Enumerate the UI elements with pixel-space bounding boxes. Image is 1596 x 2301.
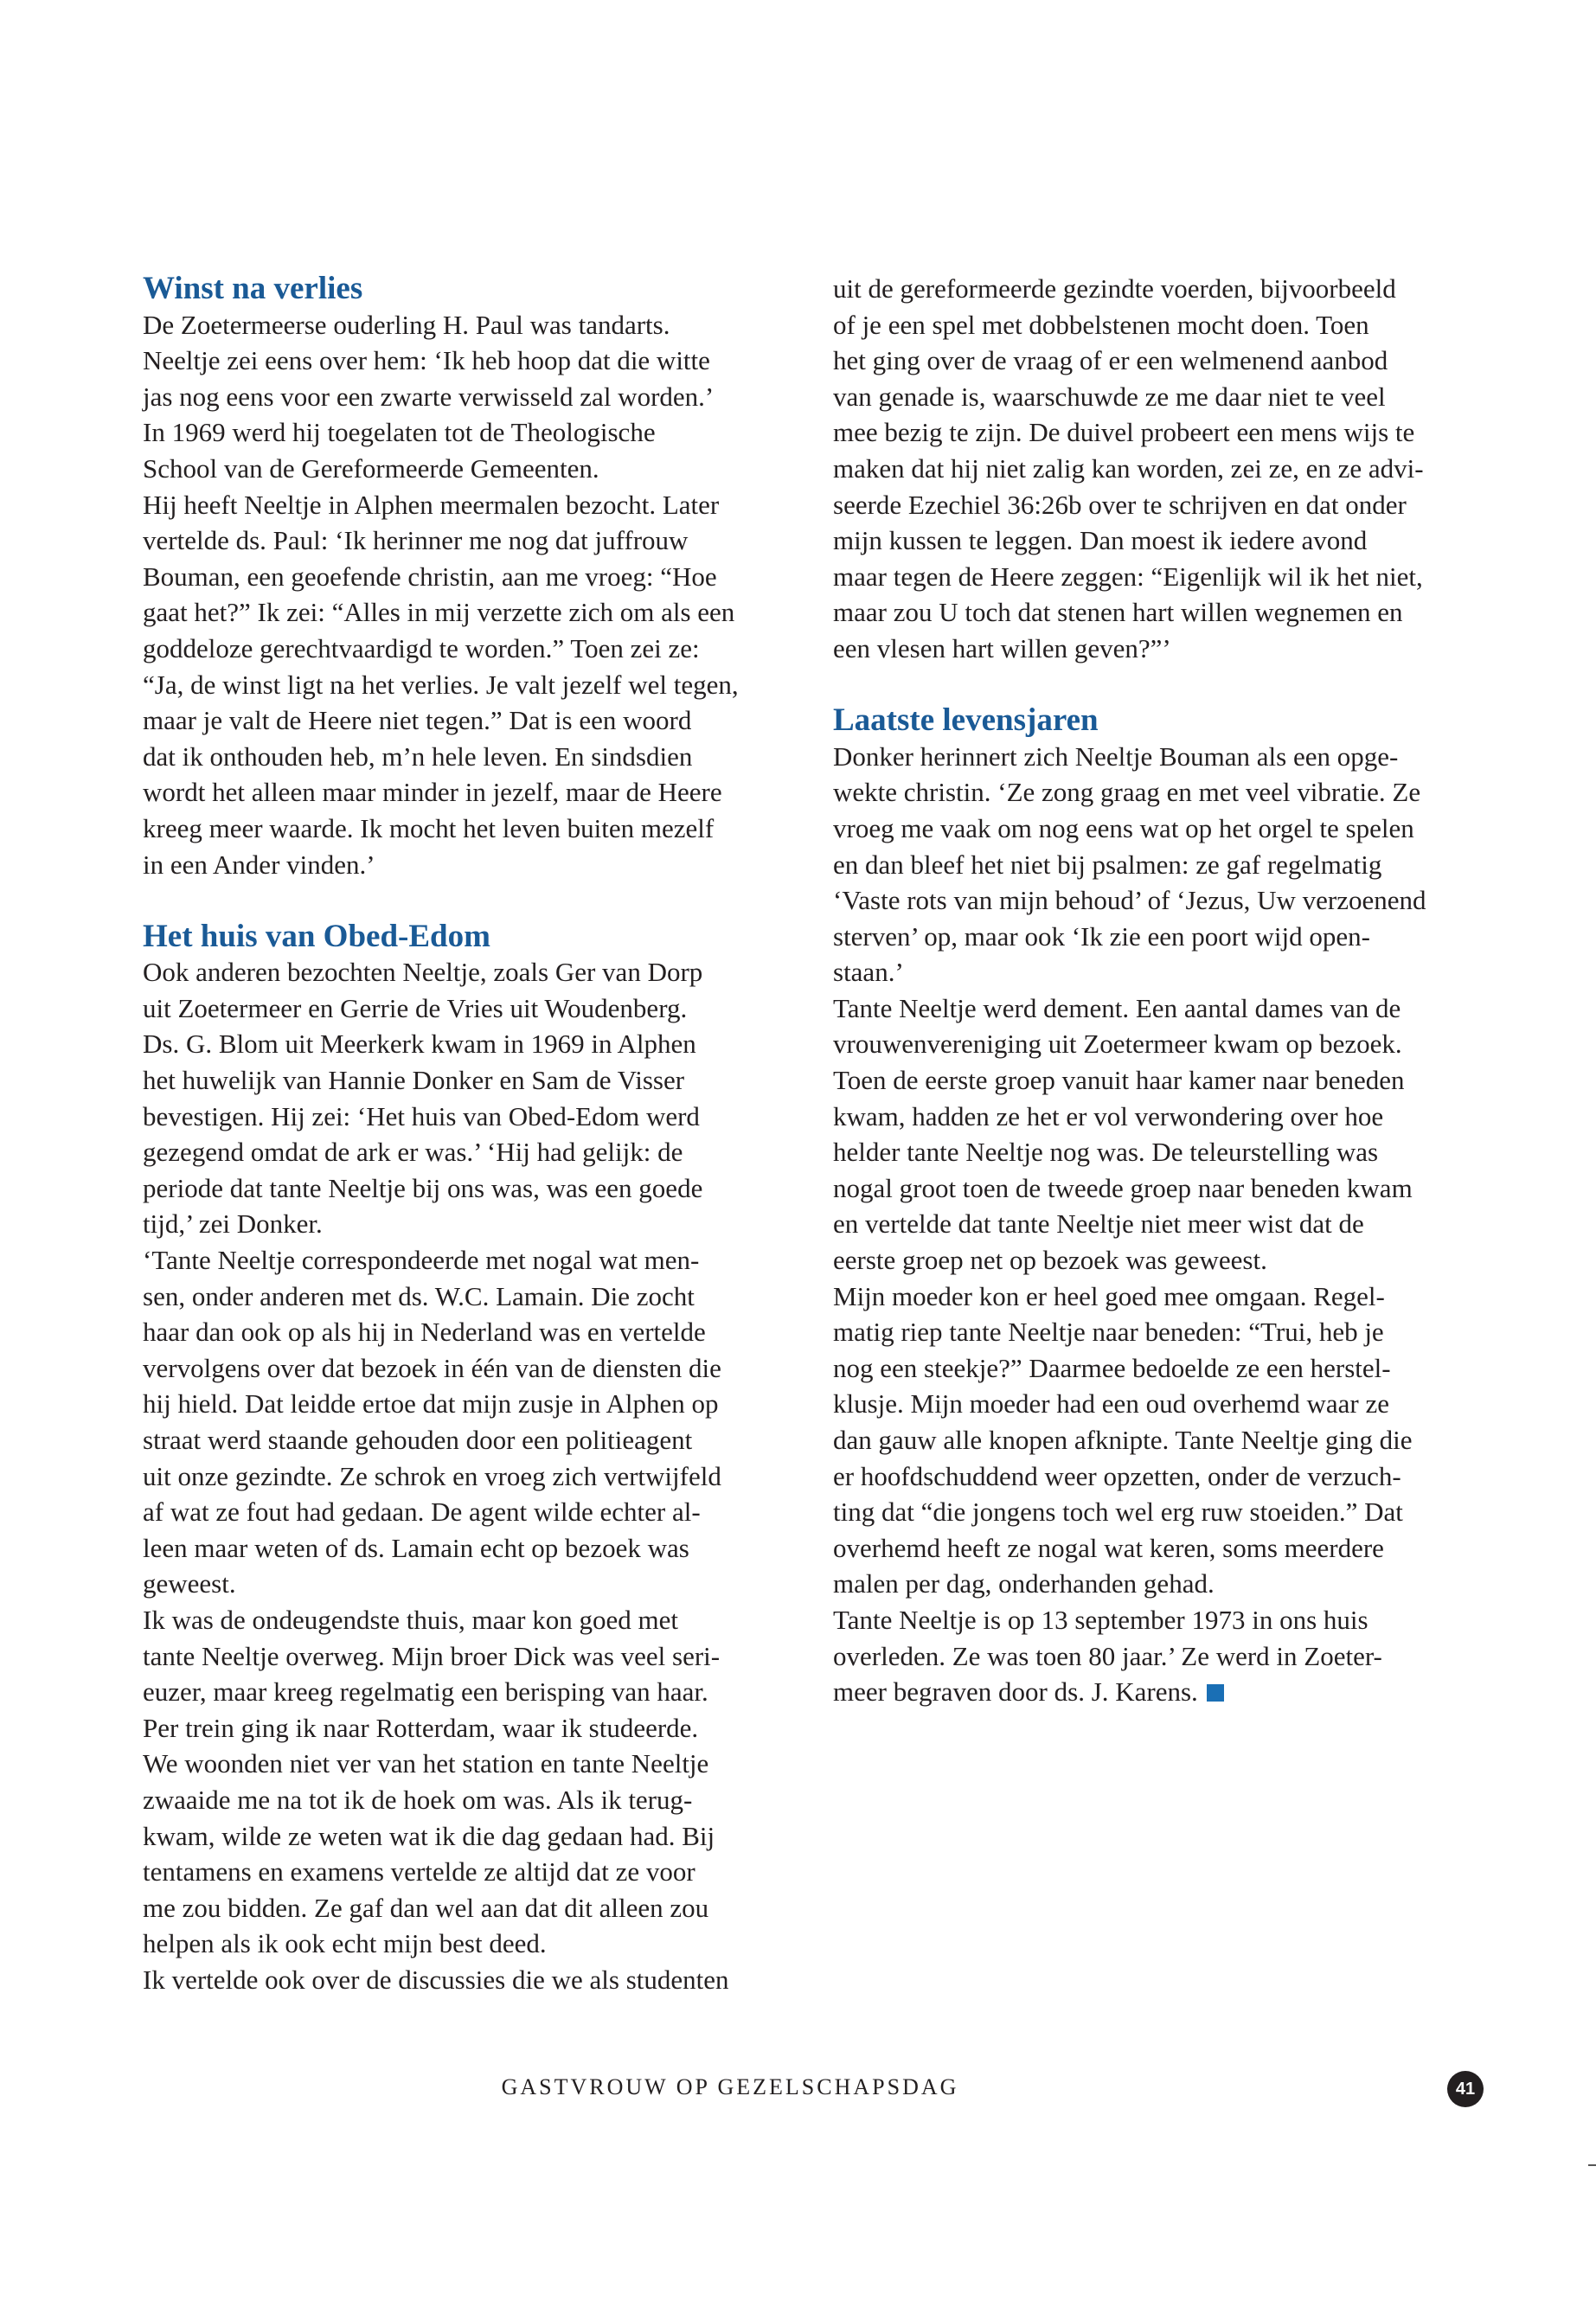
text-line-content: kreeg meer waarde. Ik mocht het leven buiten mezelf (143, 812, 715, 843)
text-line (833, 1674, 1499, 1710)
text-line-content: leen maar weten of ds. Lamain echt op bezoek was (143, 1532, 689, 1563)
text-line (833, 1422, 1499, 1458)
text-line-content: seerde Ezechiel 36:26b over te schrijven en dat onder (833, 489, 1407, 520)
text-line-content: tante Neeltje overweg. Mijn broer Dick was veel seri- (143, 1640, 721, 1671)
text-line-content: er hoofdschuddend weer opzetten, onder de verzuch- (833, 1460, 1401, 1491)
text-line (143, 1782, 809, 1818)
text-line-content: bevestigen. Hij zei: ‘Het huis van Obed-Edom werd (143, 1100, 700, 1131)
text-line (833, 1386, 1499, 1422)
text-line-content: uit Zoetermeer en Gerrie de Vries uit Woudenberg. (143, 992, 688, 1023)
text-line-content: meer begraven door ds. J. Karens. (833, 1676, 1198, 1708)
crop-mark (1588, 2164, 1596, 2166)
text-line-content: maar zou U toch dat stenen hart willen wegnemen en (833, 597, 1403, 628)
text-line (143, 1638, 809, 1675)
text-line (143, 1962, 809, 1998)
text-line (833, 739, 1499, 775)
text-line-content: een vlesen hart willen geven?”’ (833, 632, 1171, 663)
text-line-content: Bouman, een geoefende christin, aan me vroeg: “Hoe (143, 561, 717, 592)
text-line-content: vroeg me vaak om nog eens wat op het orgel te spelen (833, 812, 1414, 843)
text-line-content: tijd,’ zei Donker. (143, 1208, 323, 1240)
text-line-content: wordt het alleen maar minder in jezelf, maar de Heere (143, 777, 722, 808)
text-line (143, 954, 809, 990)
text-line (143, 594, 809, 631)
text-line-content: geweest. (143, 1568, 236, 1599)
text-line-content: Ook anderen bezochten Neeltje, zoals Ger van Dorp (143, 957, 703, 988)
text-line-content: Neeltje zei eens over hem: ‘Ik heb hoop dat die witte (143, 345, 710, 376)
text-line-content: Tante Neeltje is op 13 september 1973 in ons huis (833, 1604, 1368, 1635)
text-line (833, 1062, 1499, 1099)
section-heading: Laatste levensjaren (833, 702, 1099, 739)
text-line-content: me zou bidden. Ze gaf dan wel aan dat dit alleen zou (143, 1892, 709, 1923)
text-line (143, 414, 809, 451)
text-line (143, 487, 809, 523)
section-heading: Winst na verlies (143, 271, 363, 306)
text-line (143, 631, 809, 667)
text-line (143, 1854, 809, 1890)
text-line-content: goddeloze gerechtvaardigd te worden.” Toen zei ze: (143, 632, 700, 663)
text-line (143, 343, 809, 379)
text-line-content: overleden. Ze was toen 80 jaar.’ Ze werd in Zoeter- (833, 1640, 1382, 1671)
text-line-content: Donker herinnert zich Neeltje Bouman als een opge- (833, 740, 1399, 772)
text-line (143, 1062, 809, 1099)
text-line-content: kwam, hadden ze het er vol verwondering over hoe (833, 1100, 1384, 1131)
text-line (833, 487, 1499, 523)
text-line (833, 1099, 1499, 1135)
text-line-content: periode dat tante Neeltje bij ons was, was een goede (143, 1172, 703, 1203)
paragraph-gap (833, 667, 1499, 703)
text-line (143, 1314, 809, 1350)
text-line-content: staan.’ (833, 957, 904, 988)
text-line-content: gezegend omdat de ark er was.’ ‘Hij had gelijk: de (143, 1137, 683, 1168)
text-line (143, 1890, 809, 1926)
text-line (143, 739, 809, 775)
text-line (143, 1026, 809, 1062)
page-number-badge: 41 (1447, 2071, 1484, 2107)
text-line-content: het ging over de vraag of er een welmenend aanbod (833, 345, 1388, 376)
text-line (833, 631, 1499, 667)
text-line (143, 847, 809, 883)
text-line (143, 1602, 809, 1638)
text-line-content: dan gauw alle knopen afknipte. Tante Neeltje ging die (833, 1425, 1413, 1455)
text-line-content: malen per dag, onderhanden gehad. (833, 1568, 1215, 1599)
text-line-content: vertelde ds. Paul: ‘Ik herinner me nog dat juffrouw (143, 525, 689, 556)
text-line (143, 667, 809, 703)
text-line (143, 559, 809, 595)
text-line (833, 307, 1499, 343)
text-line (833, 271, 1499, 307)
text-line (143, 1279, 809, 1315)
running-footer-title: GASTVROUW OP GEZELSCHAPSDAG (501, 2074, 959, 2099)
text-line (833, 774, 1499, 811)
text-line-content: helder tante Neeltje nog was. De teleurstelling was (833, 1137, 1379, 1168)
text-line-content: uit de gereformeerde gezindte voerden, bijvoorbeeld (833, 273, 1396, 304)
text-line-content: Hij heeft Neeltje in Alphen meermalen bezocht. Later (143, 489, 720, 520)
text-line (143, 1422, 809, 1458)
text-line-content: en dan bleef het niet bij psalmen: ze gaf regelmatig (833, 849, 1382, 880)
text-line (143, 1099, 809, 1135)
text-line-content: zwaaide me na tot ik de hoek om was. Als ik terug- (143, 1784, 693, 1815)
text-line-content: mijn kussen te leggen. Dan moest ik iedere avond (833, 525, 1368, 556)
text-line (143, 451, 809, 487)
text-line-content: dat ik onthouden heb, m’n hele leven. En sindsdien (143, 740, 693, 772)
text-line (143, 1134, 809, 1170)
text-line-content: matig riep tante Neeltje naar beneden: “Trui, heb je (833, 1317, 1384, 1348)
text-line (833, 1279, 1499, 1315)
text-line-content: af wat ze fout had gedaan. De agent wilde echter al- (143, 1497, 701, 1528)
text-line (833, 1026, 1499, 1062)
text-line (143, 702, 809, 739)
text-line-content: tentamens en examens vertelde ze altijd dat ze voor (143, 1856, 695, 1888)
text-line-content: van genade is, waarschuwde ze me daar niet te veel (833, 381, 1386, 412)
text-line (833, 1566, 1499, 1602)
section-heading: Het huis van Obed-Edom (143, 918, 490, 954)
text-line-content: in een Ander vinden.’ (143, 849, 375, 880)
text-line (833, 1458, 1499, 1495)
text-line (833, 594, 1499, 631)
text-line-content: Ds. G. Blom uit Meerkerk kwam in 1969 in Alphen (143, 1029, 696, 1060)
text-line (143, 990, 809, 1027)
text-line-content: wekte christin. ‘Ze zong graag en met veel vibratie. Ze (833, 777, 1421, 808)
text-line-content: Ik was de ondeugendste thuis, maar kon goed met (143, 1604, 678, 1635)
text-line-content: kwam, wilde ze weten wat ik die dag gedaan had. Bij (143, 1820, 715, 1851)
text-line-content: nogal groot toen de tweede groep naar beneden kwam (833, 1172, 1413, 1203)
text-line (833, 1242, 1499, 1279)
text-line-content: vervolgens over dat bezoek in één van de diensten die (143, 1352, 721, 1383)
text-line (833, 1134, 1499, 1170)
text-line-content: overhemd heeft ze nogal wat keren, soms meerdere (833, 1532, 1384, 1563)
text-line (143, 1674, 809, 1710)
text-line (143, 1818, 809, 1855)
text-line-content: helpen als ik ook echt mijn best deed. (143, 1928, 547, 1959)
text-line (833, 414, 1499, 451)
text-line-content: Toen de eerste groep vanuit haar kamer naar beneden (833, 1065, 1405, 1096)
left-column (143, 271, 809, 1998)
text-line (143, 1926, 809, 1962)
text-line (143, 307, 809, 343)
text-line (833, 1206, 1499, 1242)
text-line (833, 1350, 1499, 1387)
text-line-content: Mijn moeder kon er heel goed mee omgaan. Regel- (833, 1280, 1385, 1311)
text-line-content: mee bezig te zijn. De duivel probeert een mens wijs te (833, 417, 1415, 448)
text-line (833, 343, 1499, 379)
text-line (833, 1530, 1499, 1567)
text-line-content: sen, onder anderen met ds. W.C. Lamain. Die zocht (143, 1280, 695, 1311)
text-line-content: vrouwenvereniging uit Zoetermeer kwam op bezoek. (833, 1029, 1402, 1060)
text-line (143, 522, 809, 559)
text-line (143, 774, 809, 811)
text-line (833, 954, 1499, 990)
text-line-content: hij hield. Dat leidde ertoe dat mijn zusje in Alphen op (143, 1388, 719, 1420)
text-line (833, 379, 1499, 415)
text-line-content: ‘Tante Neeltje correspondeerde met nogal wat men- (143, 1245, 700, 1276)
text-line-content: uit onze gezindte. Ze schrok en vroeg zich vertwijfeld (143, 1460, 721, 1491)
right-column (833, 271, 1499, 1710)
text-line-content: of je een spel met dobbelstenen mocht doen. Toen (833, 309, 1369, 340)
text-line (143, 1530, 809, 1567)
text-line-content: School van de Gereformeerde Gemeenten. (143, 452, 599, 484)
text-line-content: haar dan ook op als hij in Nederland was en vertelde (143, 1317, 706, 1348)
text-line-content: jas nog eens voor een zwarte verwisseld zal worden.’ (143, 381, 715, 412)
text-line-content: “Ja, de winst ligt na het verlies. Je valt jezelf wel tegen, (143, 669, 739, 700)
text-line (833, 1170, 1499, 1207)
text-line-content: straat werd staande gehouden door een politieagent (143, 1425, 693, 1455)
text-line-content: ‘Vaste rots van mijn behoud’ of ‘Jezus, Uw verzoenend (833, 885, 1426, 916)
text-line-content: eerste groep net op bezoek was geweest. (833, 1245, 1267, 1276)
text-line-content: In 1969 werd hij toegelaten tot de Theologische (143, 417, 656, 448)
text-line (833, 990, 1499, 1027)
text-line-content: het huwelijk van Hannie Donker en Sam de Visser (143, 1065, 685, 1096)
text-line (833, 847, 1499, 883)
text-line (143, 1566, 809, 1602)
text-line-content: en vertelde dat tante Neeltje niet meer wist dat de (833, 1208, 1364, 1240)
text-line-content: Tante Neeltje werd dement. Een aantal dames van de (833, 992, 1401, 1023)
text-line (833, 1602, 1499, 1638)
text-line-content: gaat het?” Ik zei: “Alles in mij verzette zich om als een (143, 597, 735, 628)
text-line (143, 1170, 809, 1207)
text-line-content: euzer, maar kreeg regelmatig een berisping van haar. (143, 1676, 708, 1708)
text-line (833, 811, 1499, 847)
text-line (833, 1638, 1499, 1675)
text-line-content: klusje. Mijn moeder had een oud overhemd waar ze (833, 1388, 1390, 1420)
text-line-content: maken dat hij niet zalig kan worden, zei ze, en ze advi- (833, 452, 1424, 484)
text-line (143, 1206, 809, 1242)
text-line (143, 1242, 809, 1279)
text-line (143, 1494, 809, 1530)
text-line (833, 1314, 1499, 1350)
text-line-content: ting dat “die jongens toch wel erg ruw stoeiden.” Dat (833, 1497, 1403, 1528)
text-line (143, 1350, 809, 1387)
text-line (143, 1710, 809, 1747)
text-line-content: maar tegen de Heere zeggen: “Eigenlijk wil ik het niet, (833, 561, 1423, 592)
text-line-content: Ik vertelde ook over de discussies die we als studenten (143, 1964, 729, 1995)
text-line (833, 882, 1499, 919)
text-line (143, 1746, 809, 1782)
text-line-content: We woonden niet ver van het station en tante Neeltje (143, 1748, 709, 1779)
text-line-content: maar je valt de Heere niet tegen.” Dat is een woord (143, 705, 692, 736)
text-line (833, 919, 1499, 955)
text-line-content: nog een steekje?” Daarmee bedoelde ze een herstel- (833, 1352, 1391, 1383)
text-line (143, 379, 809, 415)
text-line-content: Per trein ging ik naar Rotterdam, waar ik studeerde. (143, 1712, 699, 1743)
text-line (833, 451, 1499, 487)
text-line (833, 1494, 1499, 1530)
text-line-content: sterven’ op, maar ook ‘Ik zie een poort wijd open- (833, 920, 1370, 952)
text-line (143, 811, 809, 847)
text-line (143, 1458, 809, 1495)
text-line (833, 522, 1499, 559)
text-line (143, 1386, 809, 1422)
text-line (833, 559, 1499, 595)
end-of-article-square-icon (1207, 1684, 1224, 1702)
text-line-content: De Zoetermeerse ouderling H. Paul was tandarts. (143, 309, 670, 340)
paragraph-gap (143, 882, 809, 919)
